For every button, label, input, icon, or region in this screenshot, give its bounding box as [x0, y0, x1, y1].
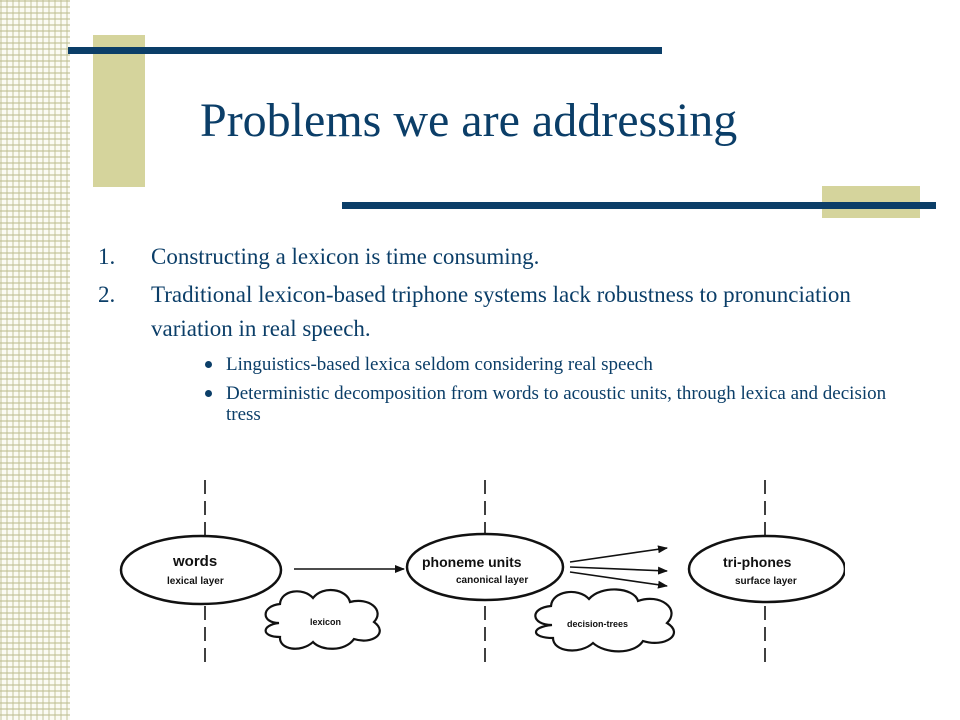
cloud-label: decision-trees — [567, 619, 629, 629]
decision-trees-cloud — [535, 589, 674, 651]
arrow — [570, 572, 667, 586]
sub-item-text: Linguistics-based lexica seldom considering real speech — [226, 354, 653, 375]
lexicon-cloud — [266, 590, 380, 649]
list-item — [98, 240, 898, 274]
tri-phones-node — [689, 536, 845, 602]
slide-title: Problems we are addressing — [200, 94, 738, 147]
sub-item-text: Deterministic decomposition from words to acoustic units, through lexica and decision tress — [226, 383, 887, 425]
item-text: Constructing a lexicon is time consuming. — [151, 244, 540, 269]
bullet-dot-icon — [205, 390, 212, 397]
sub-list-item — [98, 354, 898, 375]
cloud-label: lexicon — [310, 617, 342, 627]
node-title: phoneme units — [422, 554, 522, 570]
arrow — [570, 548, 667, 562]
list-item — [98, 278, 898, 346]
title-bottom-rule — [342, 202, 936, 209]
sub-list-item — [98, 383, 898, 425]
node-title: tri-phones — [723, 554, 792, 570]
title-top-rule — [68, 47, 662, 54]
title-deco-block-left — [93, 35, 145, 187]
item-number: 1. — [98, 244, 116, 269]
left-pattern-strip — [0, 0, 70, 720]
node-title: words — [173, 553, 218, 570]
item-text: Traditional lexicon-based triphone systems lack robustness to pronunciation variation in real speech. — [151, 282, 851, 341]
arrow — [570, 567, 667, 571]
phoneme-units-node — [407, 534, 563, 600]
node-subtitle: surface layer — [735, 576, 797, 587]
problem-list — [98, 240, 898, 429]
bullet-dot-icon — [205, 361, 212, 368]
node-subtitle: lexical layer — [167, 576, 224, 587]
item-number: 2. — [98, 282, 116, 307]
node-subtitle: canonical layer — [456, 575, 529, 586]
pronunciation-diagram — [115, 475, 845, 675]
words-node — [121, 536, 281, 604]
